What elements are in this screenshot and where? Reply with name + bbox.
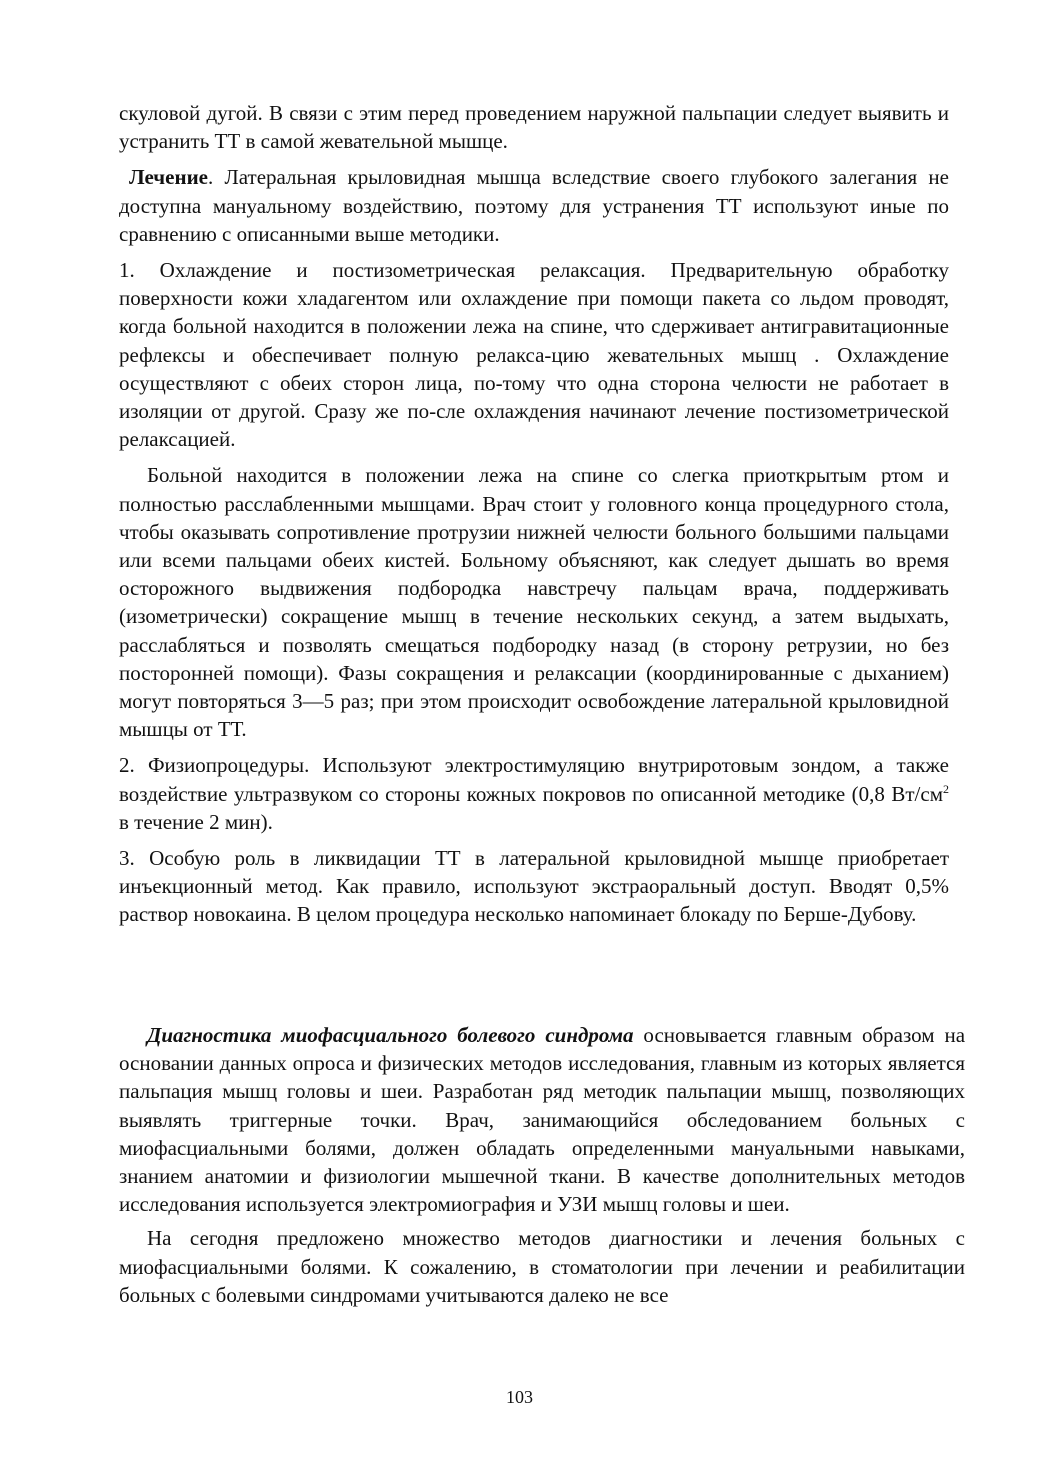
item-2-text: 2. Физиопроцедуры. Используют электростимуляцию внутриротовым зондом, а также воздействие ультразвуком со стороны кожных покровов по описанной методике (0,8 Вт/см (119, 753, 949, 806)
paragraph-conclusion: На сегодня предложено множество методов диагностики и лечения больных с миофасциальными болями. К сожалению, в стоматологии при лечении и реабилитации больных с болевыми синдромами учитываются далеко не все (119, 1226, 965, 1307)
paragraph-procedure: Больной находится в положении лежа на спине со слегка приоткрытым ртом и полностью расслабленными мышцами. Врач стоит у головного конца процедурного стола, чтобы оказывать сопротивление протрузии нижней челюсти больного большими пальцами или всеми пальцами обеих кистей. Больному объясняют, как следует дышать во время осторожного выдвижения подбородка навстречу пальцам врача, поддерживать (изометрически) сокращение мышц в течение нескольких секунд, а затем выдыхать, расслабляться и позволять смещаться подбородку назад (в сторону ретрузии, но без посторонней помощи). Фазы сокращения и релаксации (координированные с дыханием) могут повторяться 3—5 раз; при этом происходит освобождение латеральной крыловидной мышцы от ТТ. (119, 463, 949, 742)
paragraph-item-2 (119, 751, 949, 836)
diagnostics-text: основывается главным образом на основании данных опроса и физических методов исследования, главным из которых является пальпация мышц головы и шеи. Разработан ряд методик пальпации мышц, позволяющих выявлять триггерные точки. Врач, занимающийся обследованием больных с миофасциальными болями, должен обладать определенными мануальными навыками, знанием анатомии и физиологии мышечной ткани. В качестве дополнительных методов исследования используется электромиография и УЗИ мышц головы и шеи. (119, 1023, 966, 1217)
paragraph-continuation: скуловой дугой. В связи с этим перед проведением наружной пальпации следует выявить и устранить ТТ в самой жевательной мышце. (119, 101, 949, 154)
item-2-tail: в течение 2 мин). (119, 809, 273, 834)
superscript: 2 (943, 781, 949, 796)
treatment-heading: Лечение (129, 165, 208, 190)
paragraph-treatment (119, 163, 949, 248)
text-block-lower (119, 1021, 965, 1309)
text-block-upper (119, 99, 949, 929)
page-number: 103 (506, 1387, 533, 1407)
treatment-text: . Латеральная крыловидная мышца вследствие своего глубокого залегания не доступна мануальному воздействию, поэтому для устранения ТТ используют иные по сравнению с описанными выше методики. (119, 165, 949, 246)
paragraph-item-1: 1. Охлаждение и постизометрическая релаксация. Предварительную обработку поверхности кожи хладагентом или охлаждение при помощи пакета со льдом проводят, когда больной находится в положении лежа на спине, что сдерживает антигравитационные рефлексы и обеспечивает полную релакса-цию жевательных мышц . Охлаждение осуществляют с обеих сторон лица, по-тому что одна сторона челюсти не работает в изоляции от другой. Сразу же по-сле охлаждения начинают лечение постизометрической релаксацией. (119, 258, 949, 452)
diagnostics-heading: Диагностика миофасциального болевого синдрома (147, 1023, 634, 1047)
paragraph-item-3: 3. Особую роль в ликвидации ТТ в латеральной крыловидной мышце приобретает инъекционный метод. Как правило, используют экстраоральный доступ. Вводят 0,5% раствор новокаина. В целом процедура несколько напоминает блокаду по Берше-Дубову. (119, 846, 949, 927)
paragraph-diagnostics (119, 1021, 965, 1218)
